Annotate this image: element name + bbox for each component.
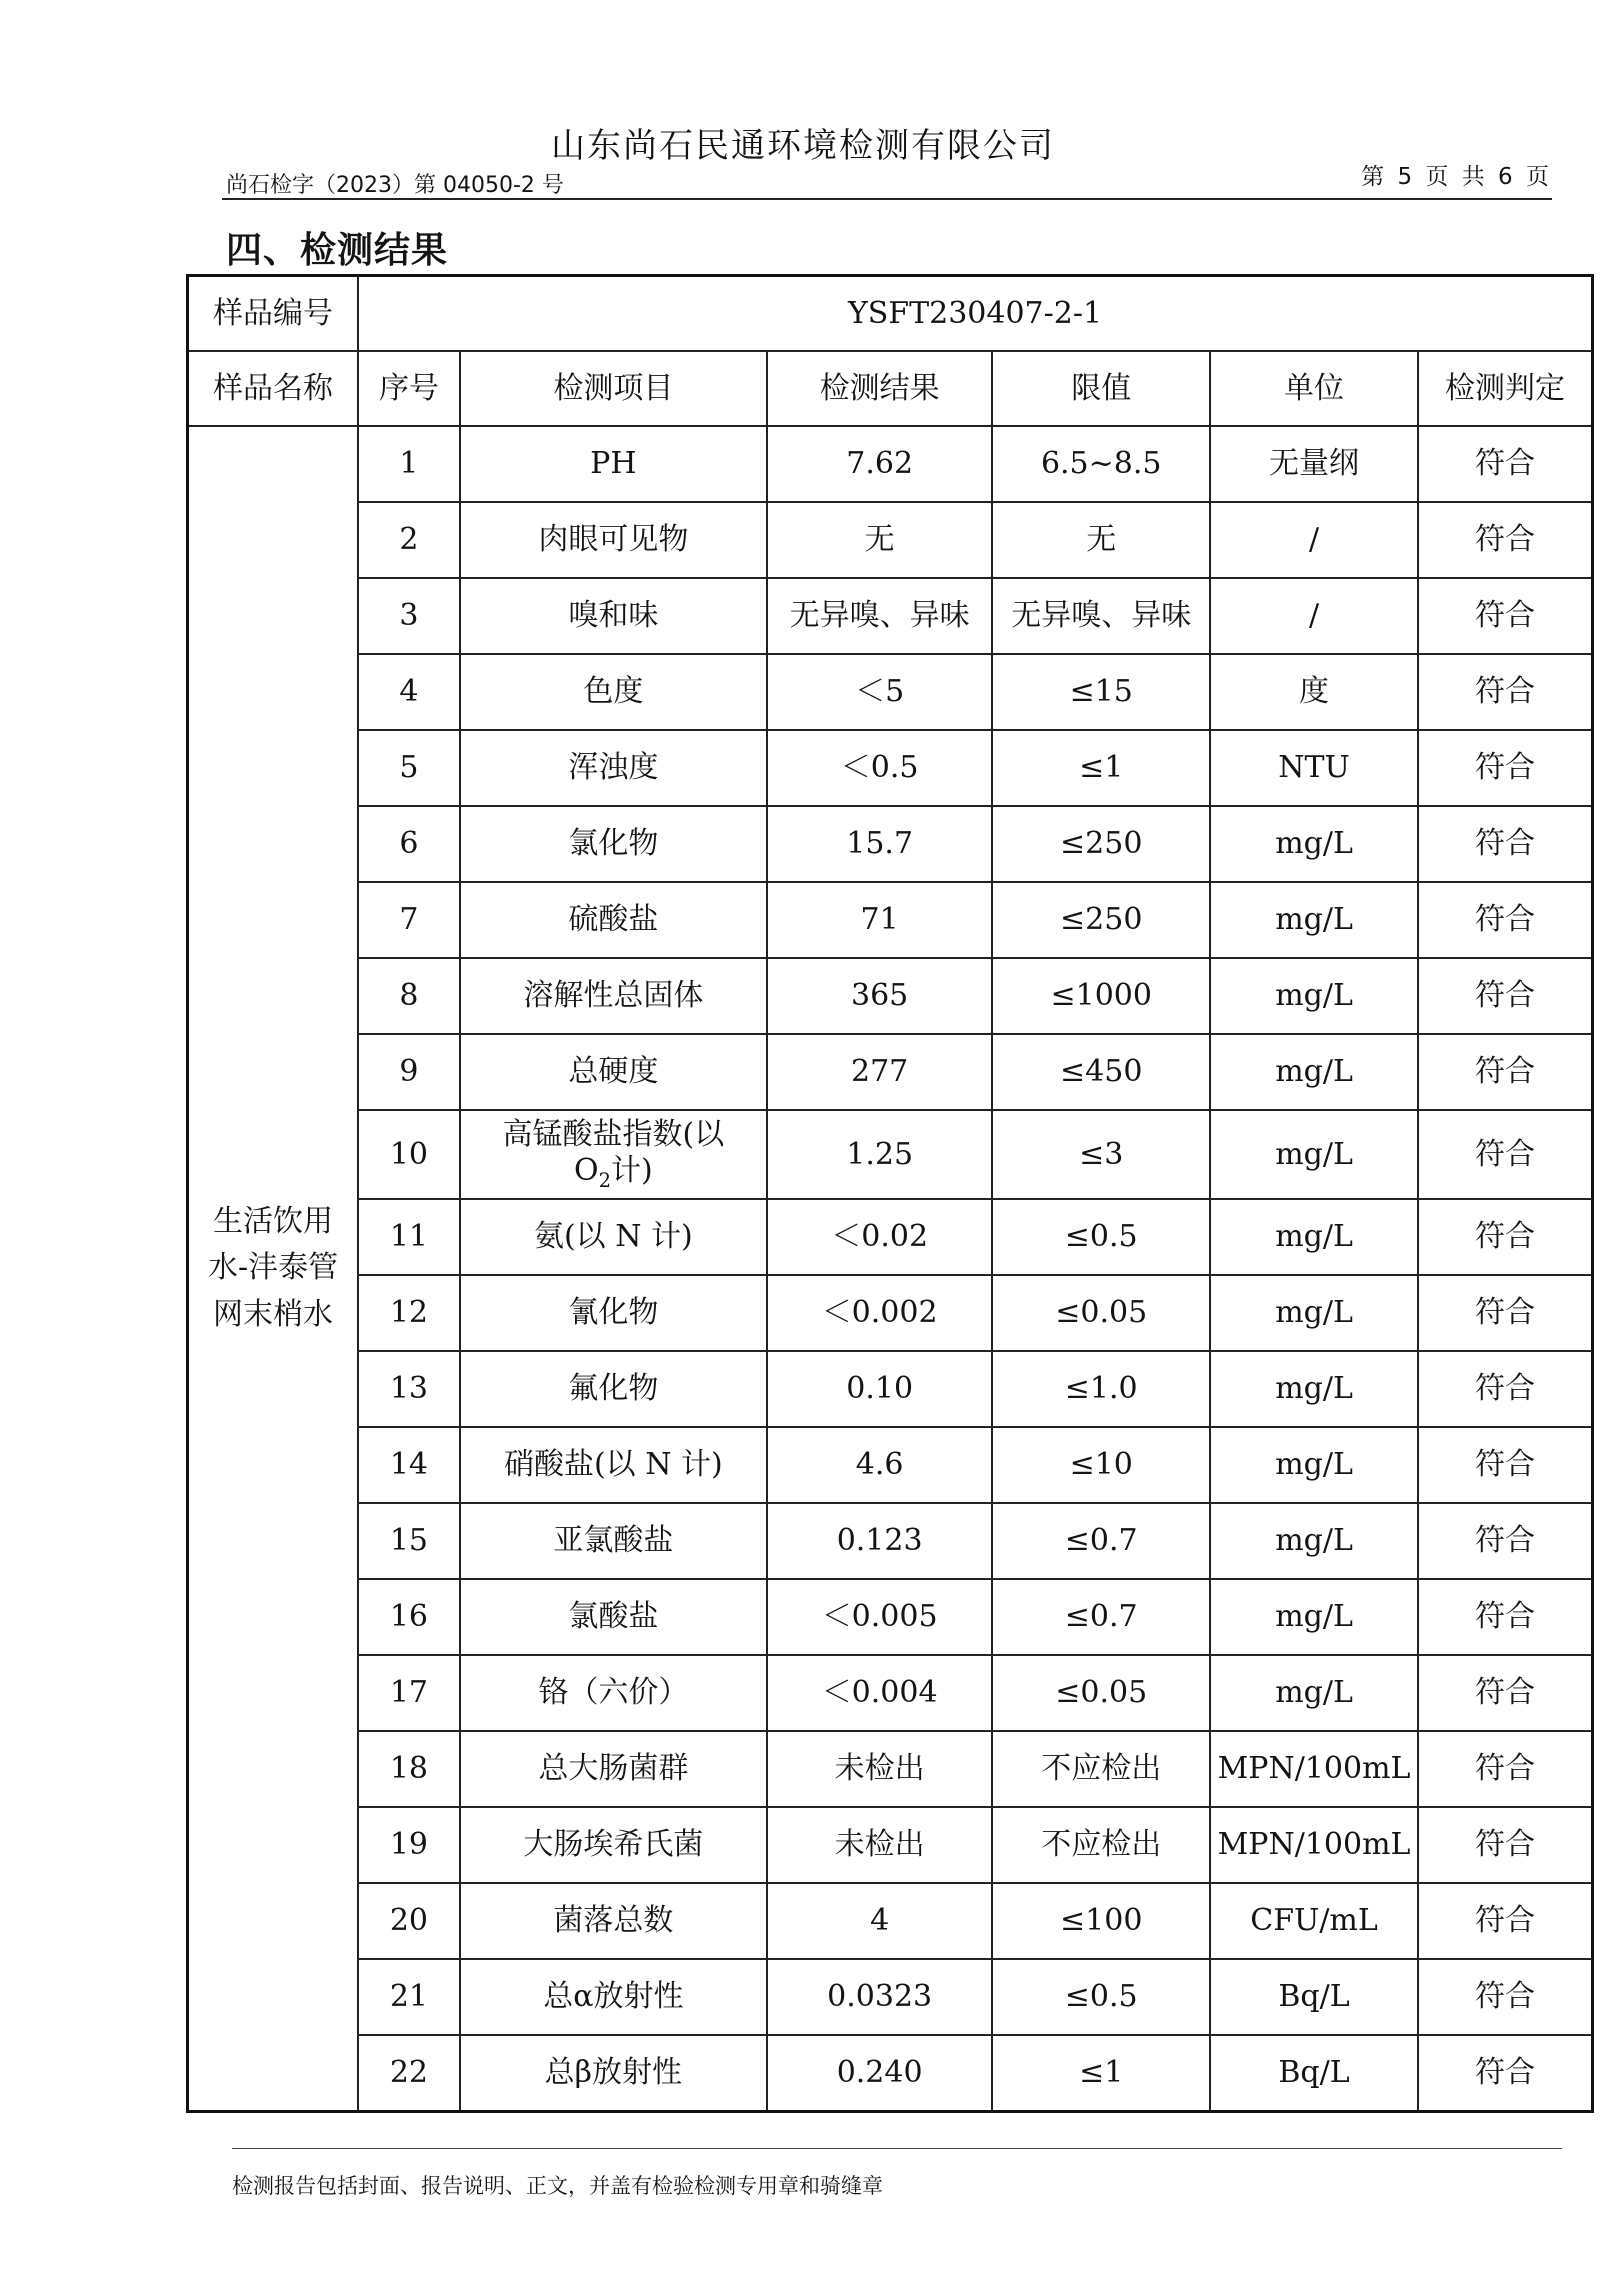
row-unit: 度 [1210, 654, 1418, 730]
table-row [188, 1034, 1593, 1110]
row-verdict: 符合 [1418, 1883, 1592, 1959]
row-result: 1.25 [767, 1110, 993, 1199]
report-number: 尚石检字（2023）第 04050-2 号 [226, 173, 564, 198]
row-limit: ≤250 [992, 882, 1210, 958]
row-limit: ≤250 [992, 806, 1210, 882]
row-limit: ≤0.5 [992, 1199, 1210, 1275]
row-verdict: 符合 [1418, 1427, 1592, 1503]
row-seq: 16 [358, 1579, 460, 1655]
table-row [188, 578, 1593, 654]
table-row [188, 1655, 1593, 1731]
table-row [188, 1807, 1593, 1883]
row-limit: ≤1 [992, 730, 1210, 806]
row-limit: ≤0.5 [992, 1959, 1210, 2035]
row-unit: / [1210, 578, 1418, 654]
row-verdict: 符合 [1418, 1655, 1592, 1731]
header-sample-name: 样品名称 [188, 351, 359, 426]
row-result: ＜0.02 [767, 1199, 993, 1275]
row-limit: ≤0.7 [992, 1579, 1210, 1655]
row-verdict: 符合 [1418, 730, 1592, 806]
row-seq: 10 [358, 1110, 460, 1199]
row-item: 总α放射性 [460, 1959, 767, 2035]
header-limit: 限值 [992, 351, 1210, 426]
row-unit: mg/L [1210, 882, 1418, 958]
row-verdict: 符合 [1418, 1807, 1592, 1883]
row-unit: CFU/mL [1210, 1883, 1418, 1959]
row-verdict: 符合 [1418, 806, 1592, 882]
row-item-subscript: 2 [598, 1168, 611, 1192]
row-result: 4 [767, 1883, 993, 1959]
results-table [186, 274, 1594, 2113]
row-item: 亚氯酸盐 [460, 1503, 767, 1579]
row-seq: 7 [358, 882, 460, 958]
row-item: 菌落总数 [460, 1883, 767, 1959]
row-unit: mg/L [1210, 806, 1418, 882]
row-seq: 11 [358, 1199, 460, 1275]
row-seq: 22 [358, 2035, 460, 2112]
row-item: 氨(以 N 计) [460, 1199, 767, 1275]
sample-name-cell: 生活饮用水-沣泰管网末梢水 [188, 426, 359, 2112]
row-limit: ≤0.05 [992, 1275, 1210, 1351]
section-title: 四、检测结果 [226, 230, 449, 271]
row-item: 铬（六价） [460, 1655, 767, 1731]
row-verdict: 符合 [1418, 882, 1592, 958]
header-unit: 单位 [1210, 351, 1418, 426]
table-row [188, 1427, 1593, 1503]
row-seq: 6 [358, 806, 460, 882]
row-limit: ≤1000 [992, 958, 1210, 1034]
row-unit: mg/L [1210, 1034, 1418, 1110]
row-item: 氟化物 [460, 1351, 767, 1427]
row-unit: mg/L [1210, 1199, 1418, 1275]
table-row [188, 426, 1593, 502]
row-item: 嗅和味 [460, 578, 767, 654]
company-name: 山东尚石民通环境检测有限公司 [551, 126, 1055, 166]
sample-id-value: YSFT230407-2-1 [358, 276, 1592, 352]
row-item: 总大肠菌群 [460, 1731, 767, 1807]
row-item-suffix: 计) [611, 1152, 653, 1188]
row-item: 氯酸盐 [460, 1579, 767, 1655]
table-row [188, 1579, 1593, 1655]
table-row [188, 1959, 1593, 2035]
sample-id-label: 样品编号 [188, 276, 359, 352]
row-unit: mg/L [1210, 1655, 1418, 1731]
row-seq: 8 [358, 958, 460, 1034]
row-verdict: 符合 [1418, 1731, 1592, 1807]
table-row [188, 1503, 1593, 1579]
header-divider [222, 198, 1552, 200]
row-unit: MPN/100mL [1210, 1807, 1418, 1883]
row-limit: 不应检出 [992, 1807, 1210, 1883]
row-item: 硝酸盐(以 N 计) [460, 1427, 767, 1503]
row-verdict: 符合 [1418, 958, 1592, 1034]
row-result: 4.6 [767, 1427, 993, 1503]
row-seq: 18 [358, 1731, 460, 1807]
row-item: 硫酸盐 [460, 882, 767, 958]
table-row [188, 882, 1593, 958]
row-result: 71 [767, 882, 993, 958]
column-header-row [188, 351, 1593, 426]
row-item [460, 1110, 767, 1199]
header-seq: 序号 [358, 351, 460, 426]
table-row [188, 1351, 1593, 1427]
row-result: 0.0323 [767, 1959, 993, 2035]
row-verdict: 符合 [1418, 1503, 1592, 1579]
row-seq: 3 [358, 578, 460, 654]
footer-note: 检测报告包括封面、报告说明、正文，并盖有检验检测专用章和骑缝章 [232, 2174, 883, 2198]
table-row [188, 1275, 1593, 1351]
row-limit: ≤10 [992, 1427, 1210, 1503]
row-result: ＜0.5 [767, 730, 993, 806]
row-limit: 无异嗅、异味 [992, 578, 1210, 654]
row-unit: NTU [1210, 730, 1418, 806]
row-unit: 无量纲 [1210, 426, 1418, 502]
row-item-formula: O [573, 1152, 599, 1188]
row-unit: / [1210, 502, 1418, 578]
row-item: 肉眼可见物 [460, 502, 767, 578]
row-result: 未检出 [767, 1807, 993, 1883]
table-row [188, 1199, 1593, 1275]
row-verdict: 符合 [1418, 2035, 1592, 2112]
row-result: 0.10 [767, 1351, 993, 1427]
row-verdict: 符合 [1418, 1199, 1592, 1275]
row-result: ＜0.005 [767, 1579, 993, 1655]
row-unit: MPN/100mL [1210, 1731, 1418, 1807]
table-row [188, 502, 1593, 578]
row-result: 无 [767, 502, 993, 578]
row-unit: mg/L [1210, 1275, 1418, 1351]
row-result: 无异嗅、异味 [767, 578, 993, 654]
row-verdict: 符合 [1418, 502, 1592, 578]
row-limit: ≤3 [992, 1110, 1210, 1199]
row-limit: ≤100 [992, 1883, 1210, 1959]
row-seq: 12 [358, 1275, 460, 1351]
table-row [188, 654, 1593, 730]
row-result: 277 [767, 1034, 993, 1110]
row-limit: ≤1 [992, 2035, 1210, 2112]
table-row [188, 958, 1593, 1034]
row-result: 0.123 [767, 1503, 993, 1579]
row-result: ＜0.002 [767, 1275, 993, 1351]
row-result: 未检出 [767, 1731, 993, 1807]
row-verdict: 符合 [1418, 1579, 1592, 1655]
row-limit: 不应检出 [992, 1731, 1210, 1807]
row-item: 总β放射性 [460, 2035, 767, 2112]
row-result: 7.62 [767, 426, 993, 502]
table-row [188, 2035, 1593, 2112]
row-verdict: 符合 [1418, 578, 1592, 654]
row-seq: 19 [358, 1807, 460, 1883]
row-result: ＜0.004 [767, 1655, 993, 1731]
table-row [188, 1883, 1593, 1959]
row-seq: 5 [358, 730, 460, 806]
row-verdict: 符合 [1418, 1110, 1592, 1199]
row-verdict: 符合 [1418, 1034, 1592, 1110]
row-limit: ≤450 [992, 1034, 1210, 1110]
row-seq: 4 [358, 654, 460, 730]
row-limit: 无 [992, 502, 1210, 578]
row-item: 氯化物 [460, 806, 767, 882]
row-verdict: 符合 [1418, 1275, 1592, 1351]
row-item: 总硬度 [460, 1034, 767, 1110]
table-row [188, 1731, 1593, 1807]
row-unit: mg/L [1210, 1351, 1418, 1427]
row-verdict: 符合 [1418, 1959, 1592, 2035]
row-verdict: 符合 [1418, 1351, 1592, 1427]
table-row [188, 806, 1593, 882]
row-item: PH [460, 426, 767, 502]
row-unit: mg/L [1210, 1110, 1418, 1199]
row-unit: Bq/L [1210, 2035, 1418, 2112]
page-info: 第 5 页 共 6 页 [1361, 164, 1552, 190]
footer-divider [232, 2148, 1562, 2149]
header-item: 检测项目 [460, 351, 767, 426]
row-limit: ≤15 [992, 654, 1210, 730]
row-unit: mg/L [1210, 1503, 1418, 1579]
row-unit: mg/L [1210, 1427, 1418, 1503]
row-result: ＜5 [767, 654, 993, 730]
table-row [188, 730, 1593, 806]
row-seq: 2 [358, 502, 460, 578]
row-item: 色度 [460, 654, 767, 730]
row-unit: mg/L [1210, 1579, 1418, 1655]
row-unit: mg/L [1210, 958, 1418, 1034]
row-limit: ≤0.7 [992, 1503, 1210, 1579]
row-limit: ≤0.05 [992, 1655, 1210, 1731]
row-limit: 6.5~8.5 [992, 426, 1210, 502]
header-result: 检测结果 [767, 351, 993, 426]
row-result: 365 [767, 958, 993, 1034]
row-item: 大肠埃希氏菌 [460, 1807, 767, 1883]
row-item: 溶解性总固体 [460, 958, 767, 1034]
row-item: 浑浊度 [460, 730, 767, 806]
row-unit: Bq/L [1210, 1959, 1418, 2035]
row-seq: 21 [358, 1959, 460, 2035]
row-limit: ≤1.0 [992, 1351, 1210, 1427]
row-seq: 13 [358, 1351, 460, 1427]
row-seq: 14 [358, 1427, 460, 1503]
row-verdict: 符合 [1418, 654, 1592, 730]
row-result: 15.7 [767, 806, 993, 882]
row-result: 0.240 [767, 2035, 993, 2112]
row-seq: 9 [358, 1034, 460, 1110]
row-seq: 20 [358, 1883, 460, 1959]
row-verdict: 符合 [1418, 426, 1592, 502]
row-seq: 1 [358, 426, 460, 502]
sample-id-row [188, 276, 1593, 352]
row-seq: 17 [358, 1655, 460, 1731]
row-item-line1: 高锰酸盐指数(以 [502, 1116, 725, 1152]
header-verdict: 检测判定 [1418, 351, 1592, 426]
row-seq: 15 [358, 1503, 460, 1579]
table-row [188, 1110, 1593, 1199]
row-item: 氰化物 [460, 1275, 767, 1351]
